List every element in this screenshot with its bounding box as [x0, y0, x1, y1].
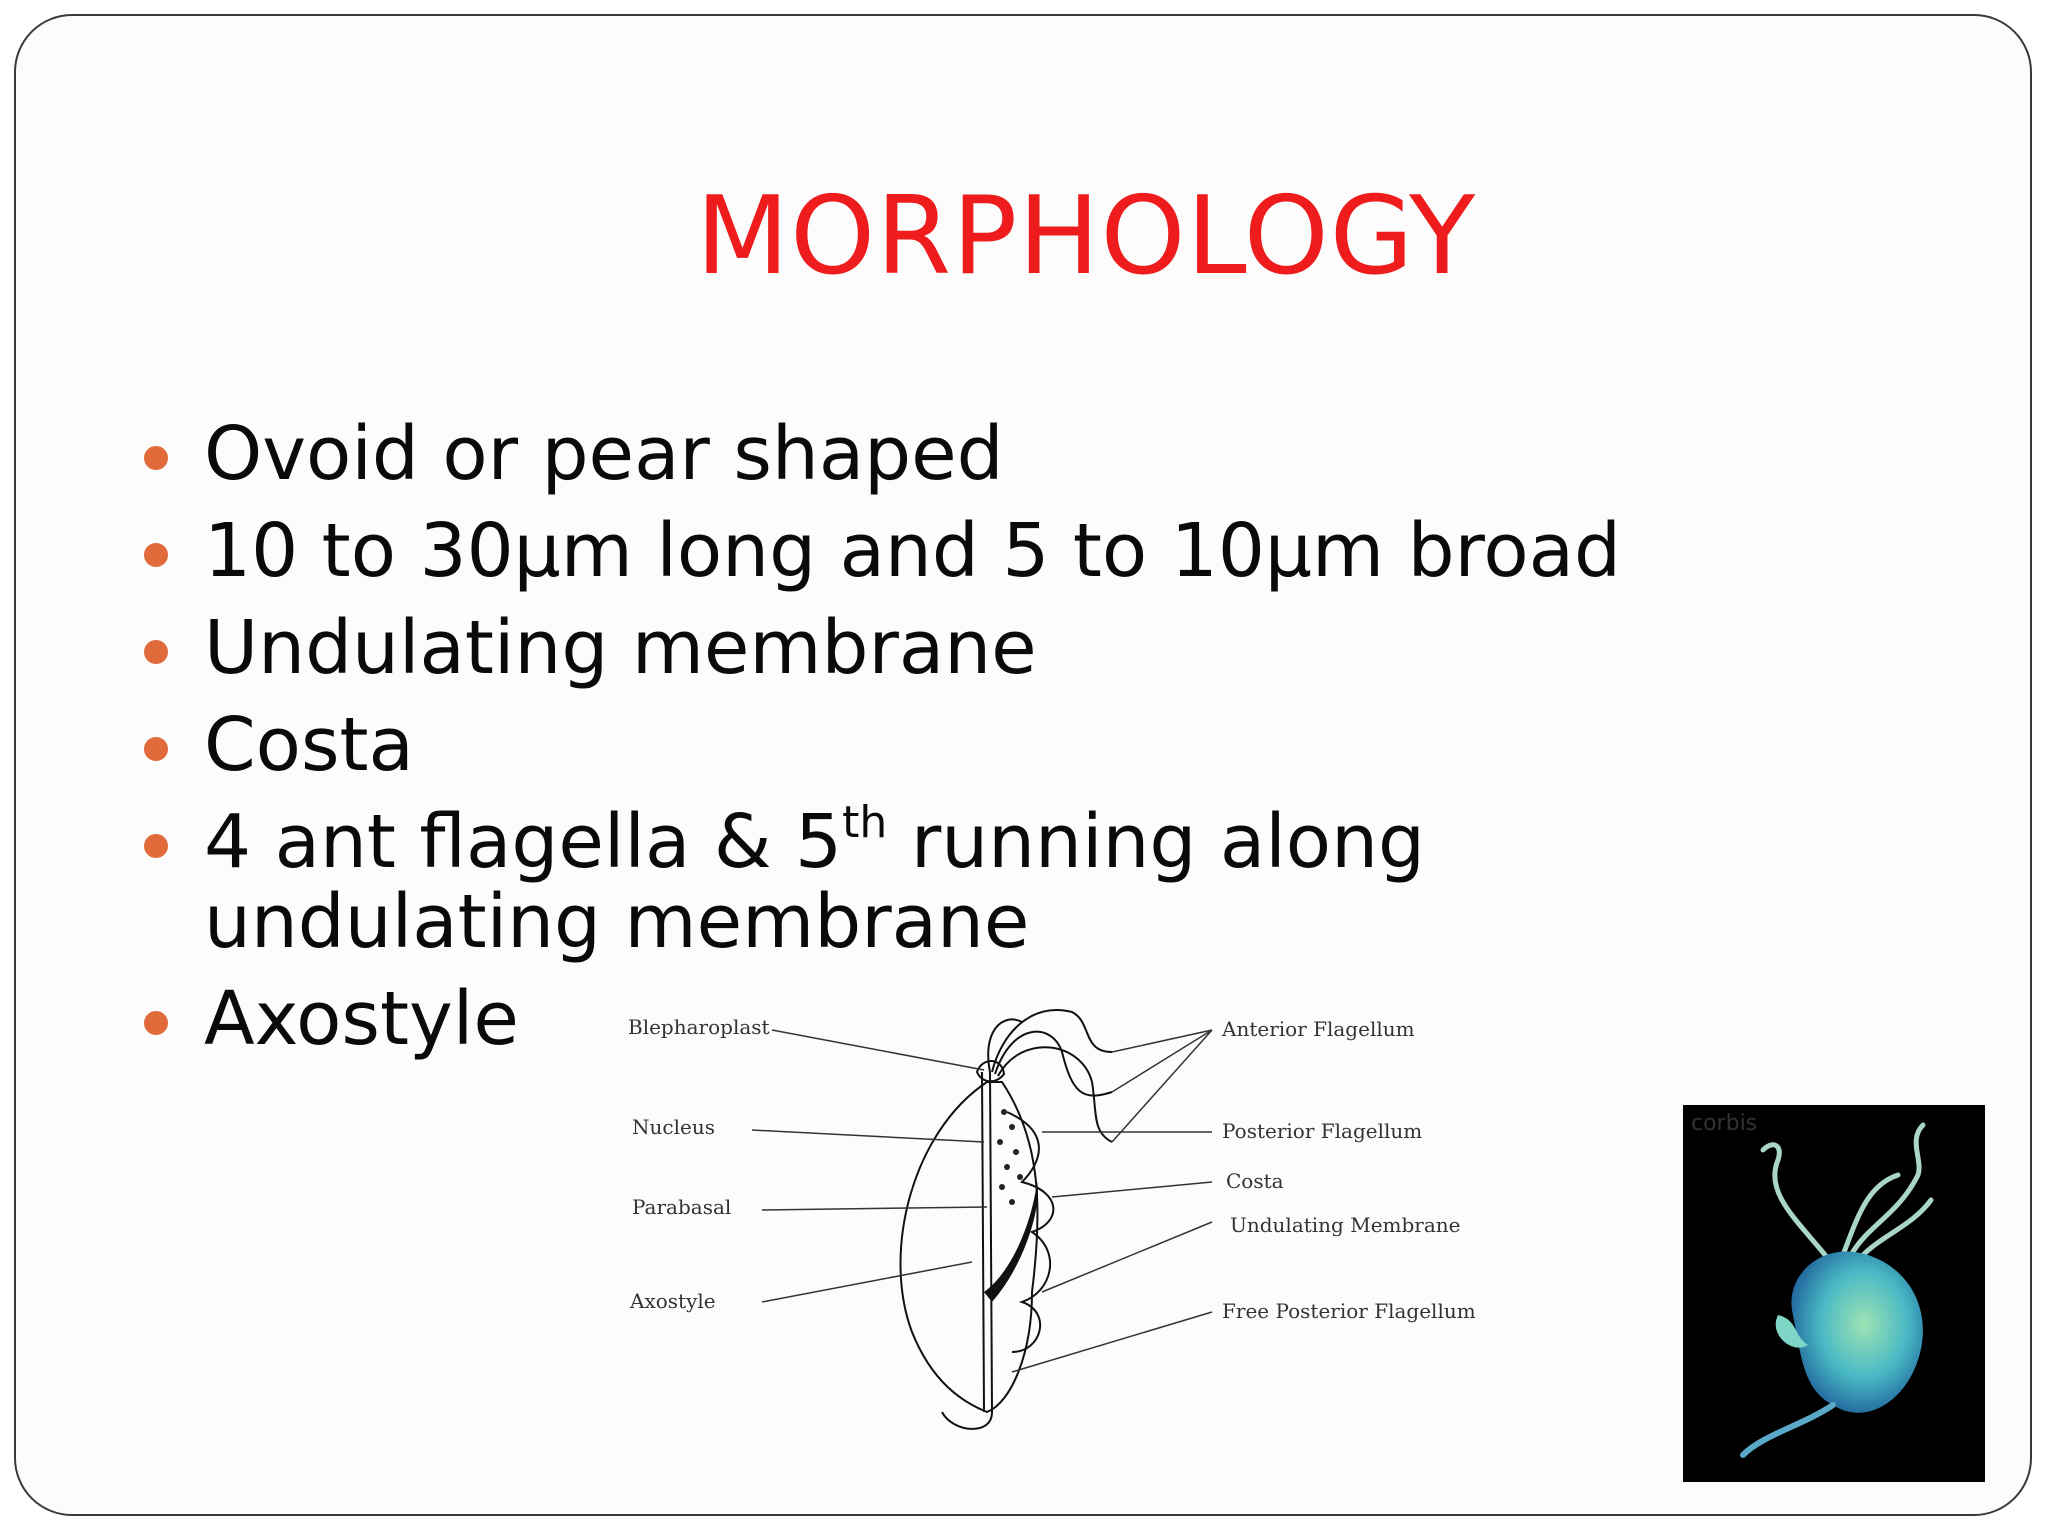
photo-watermark: corbis	[1691, 1111, 1758, 1136]
trichomonas-diagram	[612, 992, 1512, 1432]
nucleus-dots	[997, 1109, 1023, 1205]
bullet-dot-icon	[144, 737, 168, 761]
bullet-text: Undulating membrane	[204, 605, 1037, 691]
bullet-item	[144, 702, 1764, 788]
bullet-dot-icon	[144, 446, 168, 470]
trichomonas-micrograph-icon	[1683, 1105, 1985, 1482]
bullet-text: Costa	[204, 702, 414, 788]
label-axostyle: Axostyle	[630, 1289, 716, 1313]
anterior-flagellum-2	[995, 1032, 1112, 1096]
bullet-item	[144, 605, 1764, 691]
micrograph-image	[1683, 1105, 1985, 1482]
bullet-superscript: th	[842, 797, 888, 848]
bullet-text: Ovoid or pear shaped	[204, 411, 1004, 497]
bullet-item	[144, 411, 1764, 497]
cell-body-outline	[901, 1082, 1038, 1412]
label-blepharoplast: Blepharoplast	[628, 1015, 770, 1039]
label-anterior-flagellum: Anterior Flagellum	[1222, 1017, 1415, 1041]
bullet-item	[144, 797, 1764, 965]
label-costa: Costa	[1226, 1169, 1284, 1193]
label-nucleus: Nucleus	[632, 1115, 715, 1139]
bullet-dot-icon	[144, 640, 168, 664]
bullet-text: 10 to 30μm long and 5 to 10μm broad	[204, 508, 1621, 594]
label-undulating-membrane: Undulating Membrane	[1230, 1213, 1461, 1237]
label-posterior-flagellum: Posterior Flagellum	[1222, 1119, 1423, 1143]
bullet-text-pre: 4 ant flagella & 5	[204, 799, 843, 885]
bullet-dot-icon	[144, 1011, 168, 1035]
label-parabasal: Parabasal	[632, 1195, 732, 1219]
slide-title: MORPHOLOGY	[695, 174, 1477, 299]
bullet-list	[144, 411, 1764, 1076]
bullet-dot-icon	[144, 543, 168, 567]
bullet-text-post: running along undulating membrane	[204, 799, 1425, 965]
label-free-posterior-flagellum: Free Posterior Flagellum	[1222, 1299, 1476, 1323]
bullet-dot-icon	[144, 834, 168, 858]
axostyle-line	[982, 1072, 984, 1412]
free-posterior-flagellum	[942, 1412, 992, 1429]
bullet-item	[144, 508, 1764, 594]
bullet-text: Axostyle	[204, 976, 519, 1062]
axostyle-line-2	[990, 1072, 992, 1412]
